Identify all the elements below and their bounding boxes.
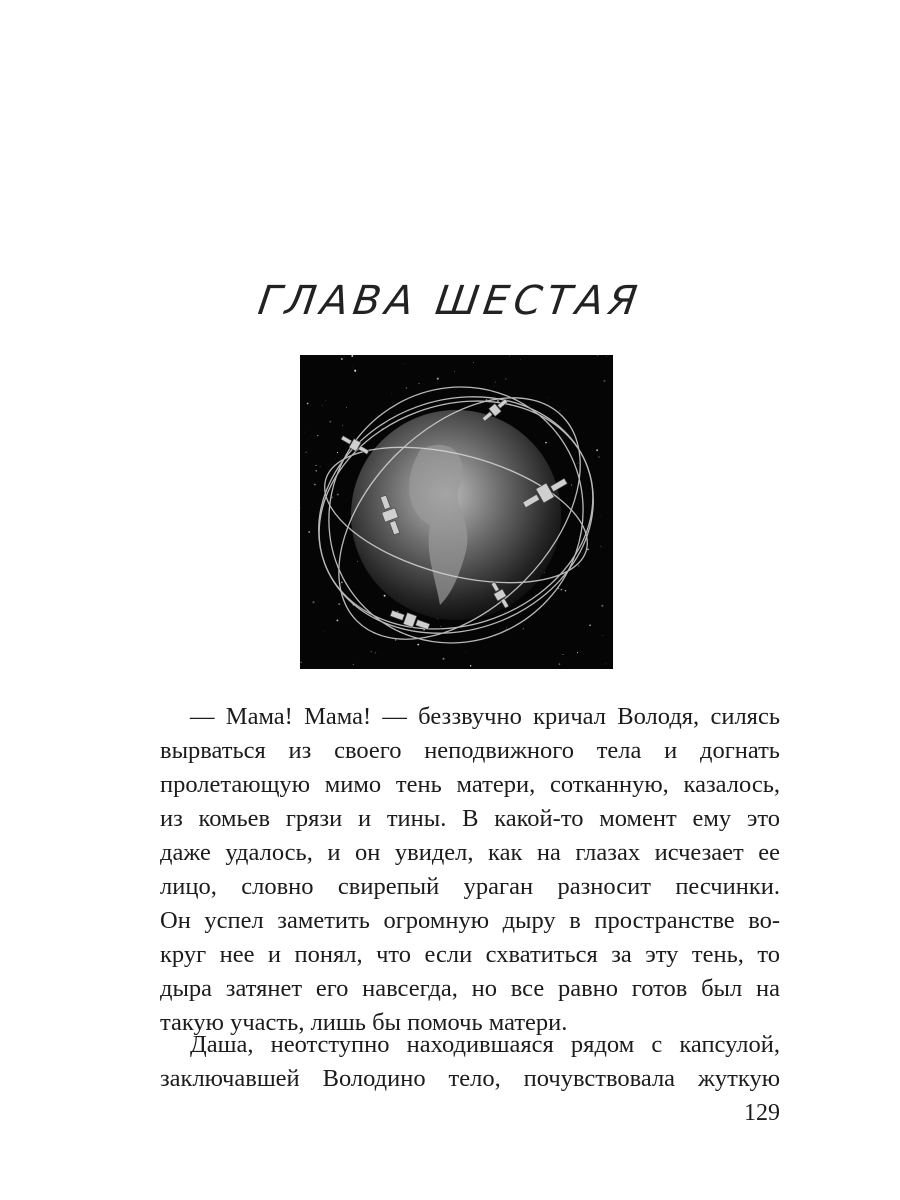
star (337, 493, 339, 495)
star (603, 380, 605, 382)
star (473, 362, 474, 363)
star (571, 484, 572, 485)
star (300, 661, 302, 663)
star (320, 466, 321, 467)
star (529, 405, 530, 406)
star (336, 619, 338, 621)
star (322, 405, 323, 406)
star (325, 400, 326, 401)
text-line: круг нее и понял, что если схватиться за эту тень, то (160, 941, 780, 968)
star (578, 463, 579, 464)
star (523, 628, 524, 629)
star (598, 456, 599, 457)
star (494, 386, 495, 387)
star (601, 546, 602, 547)
text-line: дыра затянет его навсегда, но все равно готов был на (160, 975, 780, 1002)
star (589, 624, 591, 626)
star (338, 603, 340, 605)
star (505, 378, 506, 379)
text-line: — Мама! Мама! — беззвучно кричал Володя, силясь (190, 703, 780, 730)
star (312, 601, 314, 603)
chapter-title: ГЛАВА ШЕСТАЯ (255, 278, 645, 324)
star (316, 470, 317, 471)
star (545, 442, 547, 444)
star (346, 407, 347, 408)
star (437, 378, 439, 380)
star (384, 595, 386, 597)
star (342, 425, 343, 426)
star (559, 663, 561, 665)
star (603, 635, 604, 636)
star (465, 651, 466, 652)
star (403, 363, 404, 364)
star (606, 356, 607, 357)
text-line: вырваться из своего неподвижного тела и догнать (160, 737, 780, 764)
text-line: Даша, неотступно находившаяся рядом с капсулой, (190, 1031, 780, 1058)
star (440, 626, 441, 627)
globe-with-satellites-illustration (300, 355, 613, 669)
star (341, 582, 342, 583)
star (341, 358, 343, 360)
text-line: даже удалось, и он увидел, как на глазах исчезает ее (160, 839, 780, 866)
paragraph-2 (160, 1028, 780, 1096)
star (443, 658, 445, 660)
star (587, 548, 589, 550)
star (596, 449, 598, 451)
star (505, 629, 506, 630)
star (354, 370, 356, 372)
star (371, 651, 372, 652)
star (331, 497, 333, 499)
star (597, 355, 598, 356)
star (353, 664, 354, 665)
star (454, 371, 455, 372)
star (308, 531, 310, 533)
star (561, 589, 563, 591)
star (559, 410, 560, 411)
text-line: такую участь, лишь бы помочь матери. (160, 1009, 568, 1036)
star (520, 359, 521, 360)
star (337, 452, 338, 453)
text-line: лицо, словно свирепый ураган разносит песчинки. (160, 873, 780, 900)
star (580, 533, 581, 534)
star (470, 665, 472, 667)
star (315, 465, 316, 466)
star (324, 631, 325, 632)
star (357, 561, 358, 562)
star (547, 398, 548, 399)
text-line: заключавшей Володино тело, почувствовала жуткую (160, 1065, 780, 1092)
star (562, 654, 563, 655)
paragraph-1 (160, 700, 780, 1040)
star (395, 639, 396, 640)
page-number: 129 (744, 1100, 780, 1126)
star (305, 452, 307, 454)
star (565, 590, 566, 591)
star (509, 356, 510, 357)
star (353, 366, 354, 367)
star (329, 421, 331, 423)
star (406, 387, 408, 389)
star (417, 644, 419, 646)
star (391, 393, 392, 394)
star (578, 565, 579, 566)
star (495, 382, 496, 383)
star (375, 652, 376, 653)
text-line: Он успел заметить огромную дыру в пространстве во- (160, 907, 780, 934)
star (601, 605, 603, 607)
star (307, 403, 309, 405)
star (418, 383, 419, 384)
star (605, 663, 606, 664)
star (314, 484, 316, 486)
star (304, 432, 305, 433)
star (506, 628, 507, 629)
star (577, 652, 578, 653)
star (317, 435, 318, 436)
text-line: пролетающую мимо тень матери, сотканную, казалось, (160, 771, 780, 798)
star (335, 458, 336, 459)
star (351, 355, 353, 357)
text-line: из комьев грязи и тины. В какой-то момент ему это (160, 805, 780, 832)
